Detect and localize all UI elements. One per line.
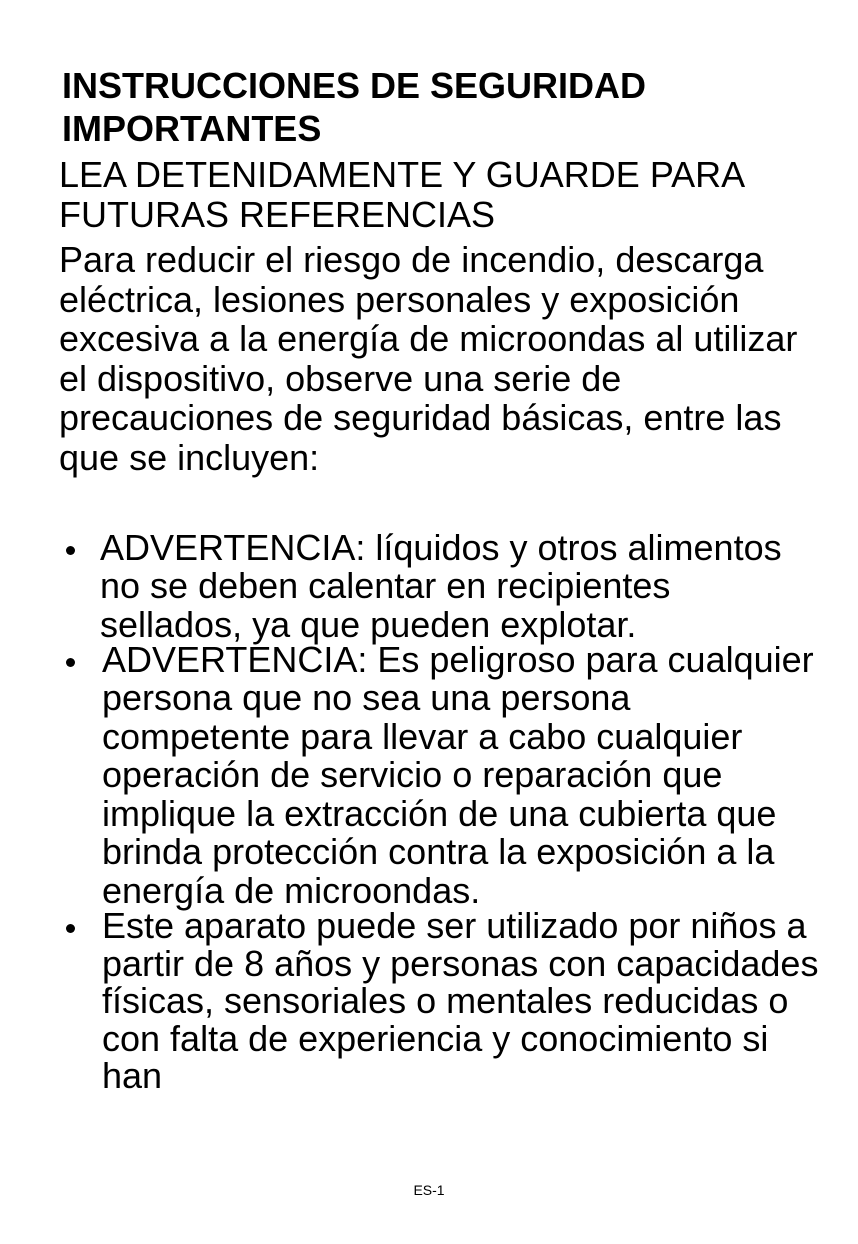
page-subtitle: LEA DETENIDAMENTE Y GUARDE PARA FUTURAS REFERENCIAS bbox=[59, 154, 744, 235]
safety-bullet-list bbox=[0, 529, 858, 1095]
page-title: INSTRUCCIONES DE SEGURIDAD IMPORTANTES bbox=[62, 65, 647, 149]
bullet-item bbox=[0, 529, 858, 644]
bullet-text: ADVERTENCIA: líquidos y otros alimentos no se deben calentar en recipientes sellados, ya que pueden explotar. bbox=[100, 527, 782, 645]
bullet-text: ADVERTENCIA: Es peligroso para cualquier persona que no sea una persona competente para llevar a cabo cualquier operación de servicio o reparación que implique la extracción de una cubierta que brinda protección contra la exposición a la energía de microondas. bbox=[102, 638, 814, 911]
bullet-text: Este aparato puede ser utilizado por niños a partir de 8 años y personas con capacidades físicas, sensoriales o mentales reducidas o con falta de experiencia y conocimiento si han bbox=[102, 905, 819, 1097]
page-number: ES-1 bbox=[413, 1182, 445, 1198]
bullet-dot-icon bbox=[66, 658, 75, 667]
bullet-item bbox=[0, 907, 858, 1095]
intro-paragraph: Para reducir el riesgo de incendio, descarga eléctrica, lesiones personales y exposición excesiva a la energía de microondas al utilizar el dispositivo, observe una serie de precauciones de seguridad básicas, entre las que se incluyen: bbox=[59, 239, 798, 478]
bullet-dot-icon bbox=[66, 546, 75, 555]
bullet-item bbox=[0, 638, 858, 911]
bullet-dot-icon bbox=[66, 924, 75, 933]
